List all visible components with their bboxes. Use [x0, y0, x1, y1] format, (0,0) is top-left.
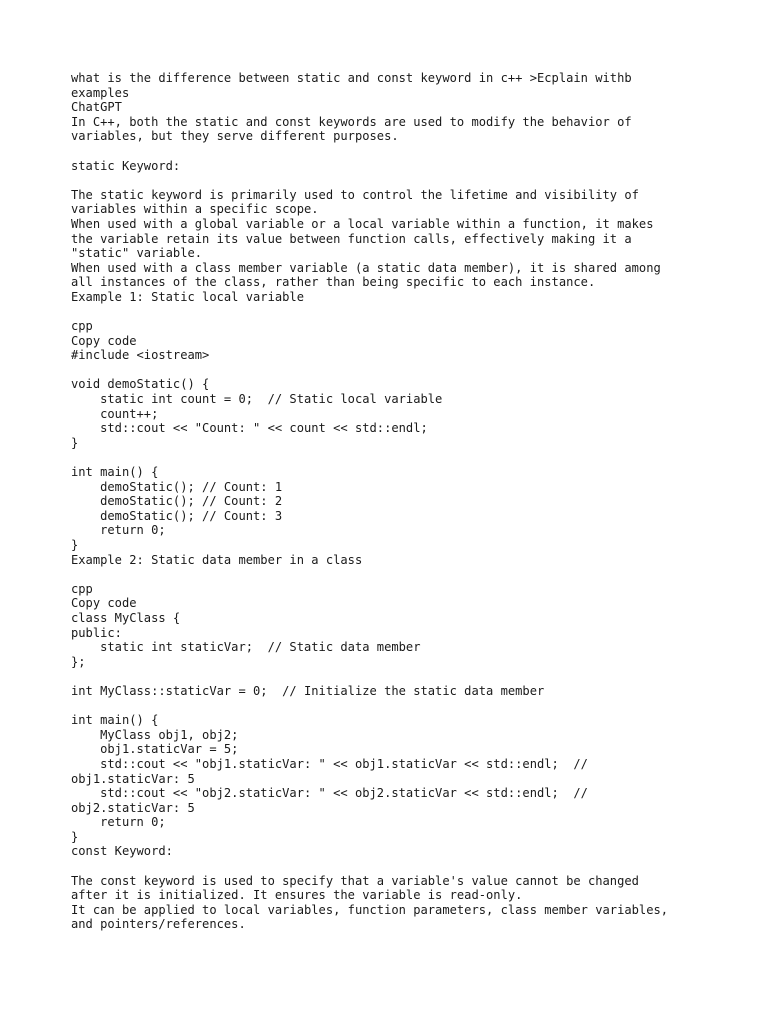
text-line: variables, but they serve different purposes.	[71, 129, 399, 144]
text-line	[71, 173, 751, 188]
text-line: }	[71, 829, 79, 844]
text-line: int main() {	[71, 465, 159, 480]
text-line: count++;	[71, 406, 159, 421]
text-line: int main() {	[71, 713, 159, 728]
text-line: std::cout << "obj1.staticVar: " << obj1.staticVar << std::endl; //	[71, 756, 588, 771]
text-line: the variable retain its value between function calls, effectively making it a	[71, 231, 632, 246]
text-line: cpp	[71, 319, 93, 334]
text-line: std::cout << "obj2.staticVar: " << obj2.staticVar << std::endl; //	[71, 786, 588, 801]
text-line: When used with a global variable or a local variable within a function, it makes	[71, 216, 654, 231]
text-line: obj1.staticVar: 5	[71, 771, 195, 786]
text-line: #include <iostream>	[71, 348, 210, 363]
text-line	[71, 669, 751, 684]
text-line: It can be applied to local variables, function parameters, class member variables,	[71, 902, 669, 917]
text-line	[71, 859, 751, 874]
document-page	[71, 71, 751, 932]
text-line: public:	[71, 625, 122, 640]
text-line: "static" variable.	[71, 246, 203, 261]
text-line: demoStatic(); // Count: 2	[71, 494, 283, 509]
text-line: Copy code	[71, 596, 137, 611]
text-line: static Keyword:	[71, 158, 181, 173]
text-line: When used with a class member variable (a static data member), it is shared among	[71, 260, 661, 275]
text-line: ChatGPT	[71, 100, 122, 115]
text-line: Example 1: Static local variable	[71, 289, 304, 304]
text-line: In C++, both the static and const keywords are used to modify the behavior of	[71, 114, 632, 129]
text-line: The const keyword is used to specify that a variable's value cannot be changed	[71, 873, 639, 888]
text-line: Copy code	[71, 333, 137, 348]
text-line: return 0;	[71, 815, 166, 830]
text-line	[71, 363, 751, 378]
text-line: cpp	[71, 581, 93, 596]
text-line: std::cout << "Count: " << count << std::endl;	[71, 421, 428, 436]
text-line: examples	[71, 85, 130, 100]
text-line: demoStatic(); // Count: 3	[71, 508, 283, 523]
text-line: MyClass obj1, obj2;	[71, 727, 239, 742]
text-line: and pointers/references.	[71, 917, 246, 932]
text-line: obj1.staticVar = 5;	[71, 742, 239, 757]
text-line	[71, 699, 751, 714]
text-line: demoStatic(); // Count: 1	[71, 479, 283, 494]
text-line: class MyClass {	[71, 610, 181, 625]
text-line: Example 2: Static data member in a class	[71, 552, 363, 567]
text-line: obj2.staticVar: 5	[71, 800, 195, 815]
text-line: };	[71, 654, 86, 669]
text-line: const Keyword:	[71, 844, 173, 859]
text-line: after it is initialized. It ensures the variable is read-only.	[71, 888, 523, 903]
text-line	[71, 305, 751, 320]
text-line: return 0;	[71, 523, 166, 538]
text-line: static int staticVar; // Static data member	[71, 640, 421, 655]
text-line: static int count = 0; // Static local variable	[71, 392, 443, 407]
text-line	[71, 450, 751, 465]
text-line: }	[71, 435, 79, 450]
text-line: }	[71, 538, 79, 552]
text-line: void demoStatic() {	[71, 377, 210, 392]
text-line: what is the difference between static and const keyword in c++ >Ecplain withb	[71, 71, 632, 85]
text-line: all instances of the class, rather than being specific to each instance.	[71, 275, 596, 290]
text-line: int MyClass::staticVar = 0; // Initialize the static data member	[71, 683, 545, 698]
text-line: The static keyword is primarily used to control the lifetime and visibility of	[71, 187, 639, 202]
text-line	[71, 567, 751, 582]
text-line	[71, 144, 751, 159]
text-line: variables within a specific scope.	[71, 202, 319, 217]
